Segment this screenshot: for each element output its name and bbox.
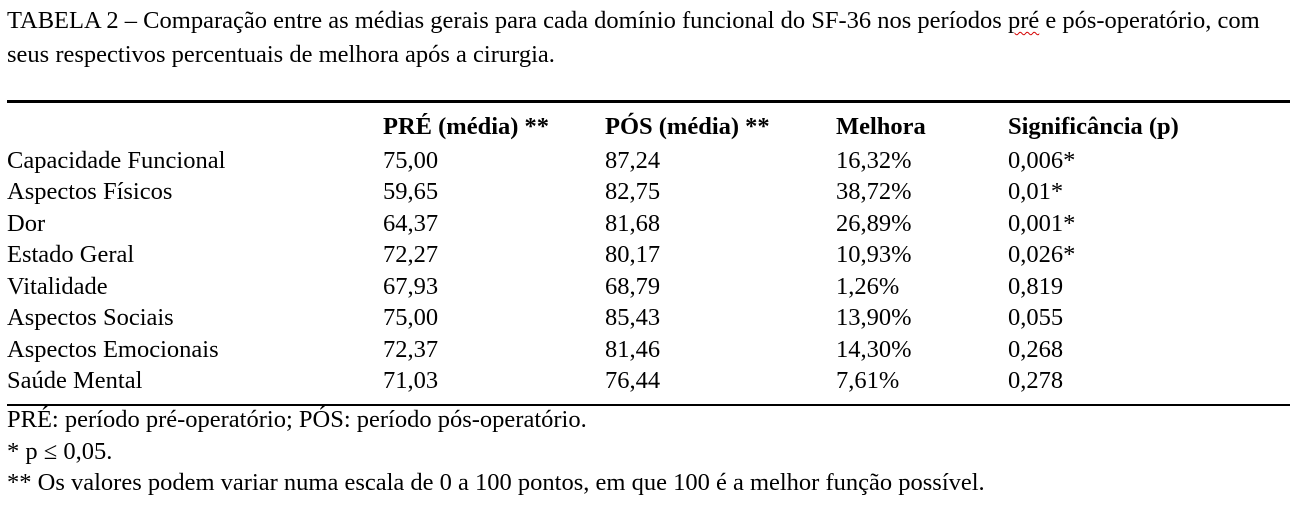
p-value-cell: 0,268 <box>1008 335 1064 363</box>
table-row <box>7 303 1290 335</box>
pre-mean-cell: 72,37 <box>383 335 439 363</box>
p-value-cell: 0,001* <box>1008 209 1076 237</box>
header-significance: Significância (p) <box>1008 112 1179 140</box>
header-improvement: Melhora <box>836 112 926 140</box>
domain-cell: Aspectos Emocionais <box>7 335 219 363</box>
p-value-cell: 0,819 <box>1008 272 1064 300</box>
pre-mean-cell: 71,03 <box>383 367 439 395</box>
post-mean-cell: 81,68 <box>605 209 661 237</box>
pre-mean-cell: 72,27 <box>383 241 439 269</box>
pre-mean-cell: 59,65 <box>383 178 439 206</box>
improvement-cell: 16,32% <box>836 146 912 174</box>
table-row <box>7 240 1290 272</box>
table-row <box>7 145 1290 177</box>
pre-mean-cell: 67,93 <box>383 272 439 300</box>
post-mean-cell: 87,24 <box>605 146 661 174</box>
domain-cell: Saúde Mental <box>7 367 143 395</box>
post-mean-cell: 68,79 <box>605 272 661 300</box>
improvement-cell: 26,89% <box>836 209 912 237</box>
domain-cell: Capacidade Funcional <box>7 146 226 174</box>
table-row <box>7 334 1290 366</box>
post-mean-cell: 82,75 <box>605 178 661 206</box>
table-row <box>7 177 1290 209</box>
post-mean-cell: 81,46 <box>605 335 661 363</box>
pre-mean-cell: 75,00 <box>383 304 439 332</box>
post-mean-cell: 76,44 <box>605 367 661 395</box>
improvement-cell: 13,90% <box>836 304 912 332</box>
domain-cell: Aspectos Físicos <box>7 178 173 206</box>
header-post-mean: PÓS (média) ** <box>605 112 770 140</box>
footnote-scale: ** Os valores podem variar numa escala de 0 a 100 pontos, em que 100 é a melhor função possível. <box>7 469 985 496</box>
caption-text-after: e pós-operatório, com seus respectivos percentuais de melhora após a cirurgia. <box>7 7 1260 68</box>
table-row <box>7 366 1290 398</box>
sf36-comparison-table <box>7 108 1290 397</box>
table-top-rule <box>7 100 1290 103</box>
domain-cell: Vitalidade <box>7 272 108 300</box>
p-value-cell: 0,278 <box>1008 367 1064 395</box>
p-value-cell: 0,026* <box>1008 241 1076 269</box>
p-value-cell: 0,006* <box>1008 146 1076 174</box>
caption-text-before: TABELA 2 – Comparação entre as médias gerais para cada domínio funcional do SF-36 nos períodos <box>7 7 1008 34</box>
p-value-cell: 0,01* <box>1008 178 1064 206</box>
table-row <box>7 208 1290 240</box>
improvement-cell: 7,61% <box>836 367 900 395</box>
footnote-abbreviations: PRÉ: período pré-operatório; PÓS: período pós-operatório. <box>7 406 587 433</box>
footnote-significance: * p ≤ 0,05. <box>7 437 113 465</box>
p-value-cell: 0,055 <box>1008 304 1064 332</box>
improvement-cell: 38,72% <box>836 178 912 206</box>
post-mean-cell: 85,43 <box>605 304 661 332</box>
pre-mean-cell: 64,37 <box>383 209 439 237</box>
domain-cell: Aspectos Sociais <box>7 304 174 332</box>
domain-cell: Estado Geral <box>7 241 135 269</box>
table-footnotes <box>7 404 985 499</box>
table-row <box>7 271 1290 303</box>
header-domain <box>7 108 383 145</box>
improvement-cell: 14,30% <box>836 335 912 363</box>
table-caption <box>7 4 1297 72</box>
table-header-row <box>7 108 1290 145</box>
domain-cell: Dor <box>7 209 46 237</box>
spellcheck-flagged-word[interactable]: pré <box>1007 7 1040 34</box>
pre-mean-cell: 75,00 <box>383 146 439 174</box>
improvement-cell: 1,26% <box>836 272 900 300</box>
improvement-cell: 10,93% <box>836 241 912 269</box>
header-pre-mean: PRÉ (média) ** <box>383 112 550 140</box>
post-mean-cell: 80,17 <box>605 241 661 269</box>
